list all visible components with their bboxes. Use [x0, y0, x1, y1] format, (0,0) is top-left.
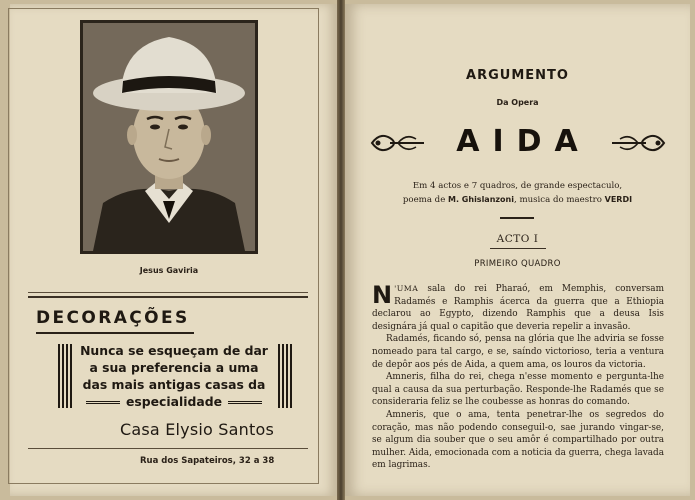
ad-heading-underline — [36, 332, 194, 334]
portrait-caption: Jesus Gaviria — [139, 266, 199, 275]
book-gutter — [337, 0, 345, 500]
portrait-illustration — [83, 23, 255, 251]
ad-line-2: a sua preferencia a uma — [89, 360, 259, 375]
divider-rule — [28, 292, 308, 293]
act-underline — [490, 248, 546, 249]
ad-slogan — [76, 342, 272, 410]
divider-rule-thick — [28, 296, 308, 298]
portrait-photo — [80, 20, 258, 254]
librettist-name: M. Ghislanzoni — [448, 195, 514, 204]
first-word: 'UMA — [394, 284, 419, 293]
intro-line-2-mid: , musica do maestro — [514, 195, 602, 205]
paragraph-3: Amneris, filha do rei, chega n'esse momento e pergunta-lhe qual a causa da sua perturbação. Responde-lhe Radamés que se consideraria feliz se lhe coubesse as honras do comando. — [372, 372, 664, 408]
page-title: ARGUMENTO — [466, 68, 569, 83]
synopsis-text — [372, 283, 664, 472]
paragraph-2: Radamés, ficando só, pensa na glória que lhe adviria se fosse nomeado para tal cargo, e se, saíndo victorioso, teria a ventura de depôr aos pés de Aida, a quem ama, os louros da victoria. — [372, 334, 664, 370]
paragraph-1 — [372, 283, 664, 333]
shop-name: Casa Elysio Santos — [120, 420, 274, 439]
shop-address: Rua dos Sapateiros, 32 a 38 — [140, 456, 275, 466]
paragraph-1-text: sala do rei Pharaó, em Memphis, conversam Radamés e Ramphis ácerca da guerra que a Ethiopia declarou ao Egypto, dizendo Ramphis que a deusa Isis designára já qual o capitão que deveria repelir a invasão. — [372, 284, 664, 332]
ornament-rule-left — [86, 401, 120, 404]
page-subtitle: Da Opera — [496, 98, 539, 107]
intro-line-1: Em 4 actos e 7 quadros, de grande espectaculo, — [412, 181, 623, 191]
ornament-rule-right — [228, 401, 262, 404]
flourish-right-icon — [610, 130, 666, 156]
act-heading: ACTO I — [496, 233, 539, 245]
ad-line-4 — [76, 393, 272, 410]
ad-line-1: Nunca se esqueçam de dar — [80, 343, 268, 358]
ad-line-4-text: especialidade — [125, 394, 222, 409]
decorative-stripes-right — [278, 344, 292, 408]
intro-line-2-pre: poema de — [402, 195, 446, 205]
decorative-stripes-left — [58, 344, 72, 408]
divider-rule-bottom — [28, 448, 308, 449]
composer-name: VERDI — [604, 195, 633, 204]
opera-name: AIDA — [456, 124, 591, 159]
ad-line-3: das mais antigas casas da — [82, 377, 266, 392]
section-divider — [500, 217, 534, 219]
opera-intro — [345, 180, 690, 207]
ad-heading: DECORAÇÕES — [36, 308, 190, 328]
drop-cap: N — [372, 281, 393, 309]
paragraph-4: Amneris, que o ama, tenta penetrar-lhe os segredos do coração, mas não podendo conseguil-o, sae jurando vingar-se, se algum dia souber que o seu amôr é compartilhado por outra mulher. Aida, emocionada com a noticia da guerra, chega lavada em lagrimas. — [372, 409, 664, 471]
scene-heading: PRIMEIRO QUADRO — [474, 259, 561, 269]
intro-line-2 — [345, 193, 690, 207]
